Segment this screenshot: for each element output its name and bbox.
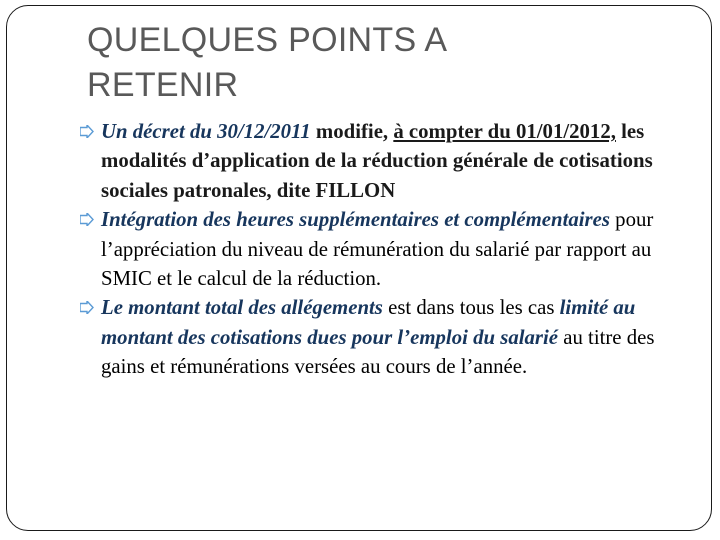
- bullet-3-emphasis-b: limité au montant des cotisations dues pour l’emploi du salarié: [101, 296, 636, 349]
- bullet-3-emphasis-a: Le montant total des allégements: [101, 296, 383, 320]
- arrow-bullet-icon: [80, 125, 98, 138]
- title-line-2: RETENIR: [87, 66, 239, 104]
- slide-body: [80, 117, 680, 382]
- bullet-2-text: pour l’appréciation du niveau de rémunération du salarié par rapport au SMIC et le calcul de la réduction.: [101, 208, 654, 291]
- bullet-3-text-b: au titre des gains et rémunérations versées au cours de l’année.: [101, 325, 655, 379]
- bullet-3-text-a: est dans tous les cas: [382, 296, 560, 320]
- bullet-item: [80, 205, 680, 293]
- bullet-1-date: à compter du 01/01/2012,: [393, 120, 616, 143]
- arrow-bullet-icon: [80, 301, 98, 314]
- bullet-item: [80, 117, 680, 205]
- bullet-1-text-b: les modalités d’application de la réduction générale de cotisations sociales patronales, dite FILLON: [101, 120, 653, 202]
- arrow-bullet-icon: [80, 213, 98, 226]
- bullet-2-emphasis: Intégration des heures supplémentaires et complémentaires: [101, 208, 610, 232]
- bullet-1-text-a: modifie,: [310, 120, 394, 143]
- title-line-1: QUELQUES POINTS A: [87, 21, 448, 59]
- bullet-item: [80, 293, 680, 381]
- slide-title: [87, 18, 647, 108]
- bullet-1-emphasis: Un décret du 30/12/2011: [101, 120, 311, 143]
